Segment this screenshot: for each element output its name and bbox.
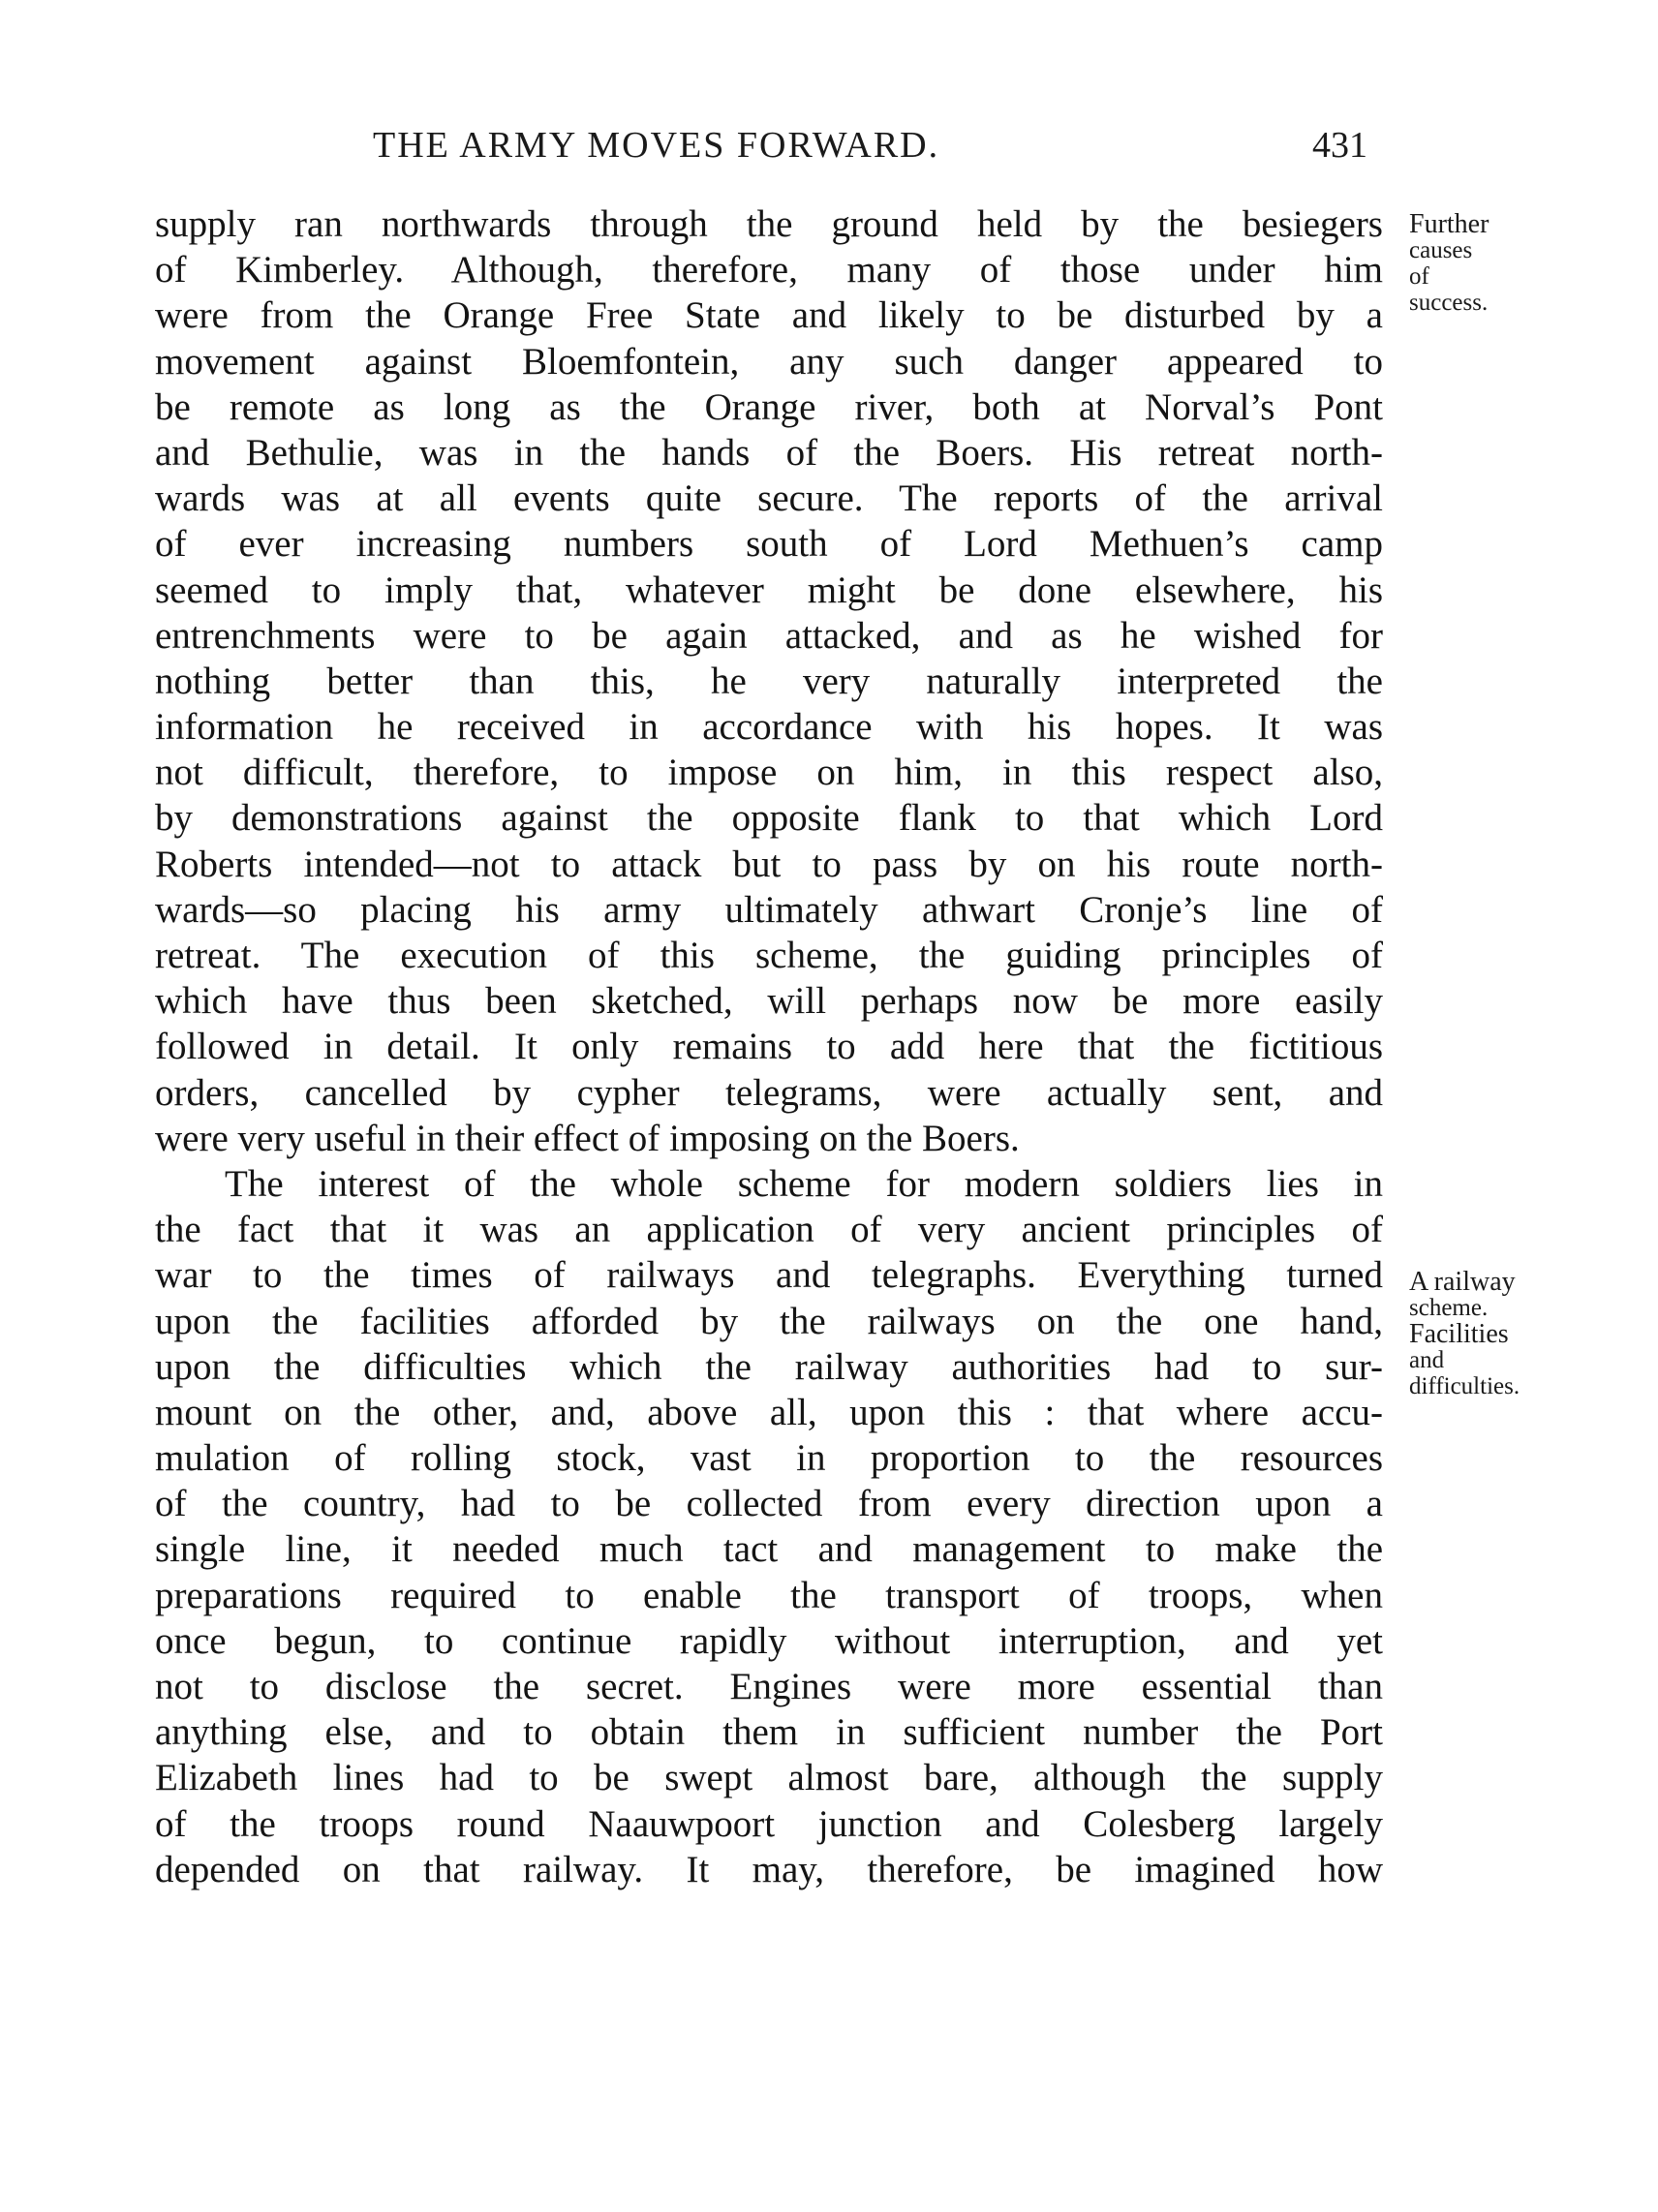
page-number: 431 [1312, 125, 1367, 166]
text-line: once begun, to continue rapidly without interruption, and yet [155, 1619, 1383, 1662]
text-line: supply ran northwards through the ground held by the besiegers [155, 203, 1383, 245]
text-line: the fact that it was an application of very ancient principles of [155, 1209, 1383, 1251]
text-line: mount on the other, and, above all, upon this : that where accu- [155, 1391, 1383, 1433]
text-line: not to disclose the secret. Engines were more essential than [155, 1666, 1383, 1707]
body-text [155, 201, 1383, 1892]
text-line: information he received in accordance with his hopes. It was [155, 706, 1383, 749]
text-line: preparations required to enable the transport of troops, when [155, 1574, 1383, 1616]
text-line: followed in detail. It only remains to add here that the fictitious [155, 1026, 1383, 1068]
sidenote-line: success. [1409, 290, 1489, 316]
text-line: be remote as long as the Orange river, both at Norval’s Pont [155, 385, 1383, 428]
text-line: wards was at all events quite secure. The reports of the arrival [155, 477, 1383, 520]
text-line: Roberts intended—not to attack but to pass by on his route north- [155, 843, 1383, 885]
text-line: anything else, and to obtain them in sufficient number the Port [155, 1711, 1383, 1754]
text-line: Elizabeth lines had to be swept almost bare, although the supply [155, 1757, 1383, 1799]
text-line: depended on that railway. It may, therefore, be imagined how [155, 1848, 1383, 1890]
text-line: of the country, had to be collected from every direction upon a [155, 1483, 1383, 1525]
text-line: of the troops round Naauwpoort junction and Colesberg largely [155, 1802, 1383, 1845]
text-line: retreat. The execution of this scheme, the guiding principles of [155, 935, 1383, 976]
text-line: single line, it needed much tact and management to make the [155, 1528, 1383, 1571]
text-line: The interest of the whole scheme for modern soldiers lies in [225, 1162, 1383, 1205]
sidenote-line: difficulties. [1409, 1373, 1520, 1399]
text-line: entrenchments were to be again attacked, and as he wished for [155, 614, 1383, 657]
text-line: orders, cancelled by cypher telegrams, were actually sent, and [155, 1071, 1383, 1114]
text-line: upon the difficulties which the railway authorities had to sur- [155, 1345, 1383, 1388]
text-line: of ever increasing numbers south of Lord Methuen’s camp [155, 523, 1383, 566]
running-title: THE ARMY MOVES FORWARD. [373, 125, 940, 166]
sidenote-line: and [1409, 1347, 1445, 1373]
text-line: nothing better than this, he very naturally interpreted the [155, 660, 1383, 702]
sidenote-further-causes [1409, 211, 1642, 316]
text-line: wards—so placing his army ultimately athwart Cronje’s line of [155, 888, 1383, 931]
text-line: war to the times of railways and telegraphs. Everything turned [155, 1254, 1383, 1297]
sidenote-line: causes [1409, 237, 1473, 263]
text-line: which have thus been sketched, will perhaps now be more easily [155, 980, 1383, 1023]
text-line: and Bethulie, was in the hands of the Boers. His retreat north- [155, 431, 1383, 474]
text-line: were very useful in their effect of imposing on the Boers. [155, 1117, 1020, 1159]
text-line: of Kimberley. Although, therefore, many of those under him [155, 249, 1383, 292]
text-line: not difficult, therefore, to impose on him, in this respect also, [155, 752, 1383, 794]
text-line: movement against Bloemfontein, any such danger appeared to [155, 340, 1383, 383]
sidenote-railway-scheme [1409, 1269, 1642, 1399]
sidenote-line: Further [1409, 209, 1489, 239]
text-line: by demonstrations against the opposite flank to that which Lord [155, 797, 1383, 840]
sidenote-line: of [1409, 263, 1429, 290]
text-line: upon the facilities afforded by the railways on the one hand, [155, 1300, 1383, 1342]
sidenote-line: scheme. [1409, 1295, 1489, 1321]
sidenote-line: A railway [1409, 1267, 1516, 1297]
text-line: mulation of rolling stock, vast in proportion to the resources [155, 1437, 1383, 1480]
sidenote-line: Facilities [1409, 1319, 1509, 1349]
text-line: seemed to imply that, whatever might be done elsewhere, his [155, 568, 1383, 611]
text-line: were from the Orange Free State and likely to be disturbed by a [155, 294, 1383, 337]
